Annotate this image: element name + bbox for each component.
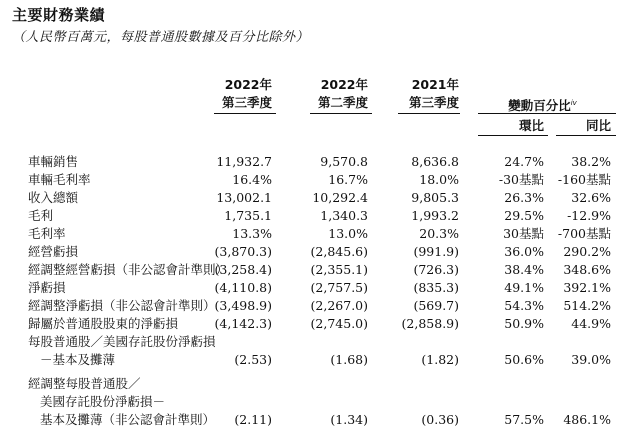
row-value-q3-2021: 8,636.8	[411, 154, 459, 169]
row-value-yoy: -700基點	[557, 226, 611, 241]
page-title: 主要財務業績	[12, 6, 106, 24]
page-subtitle: （人民幣百萬元，每股普通股數據及百分比除外）	[12, 30, 310, 45]
row-value-q3-2022: (4,110.8)	[214, 280, 272, 295]
row-label: 淨虧損	[28, 280, 66, 295]
row-value-q2-2022: 10,292.4	[312, 190, 368, 205]
table-row	[0, 171, 621, 189]
eps-value-q2-2022: (1.68)	[330, 352, 368, 367]
adj-eps-label-row-2	[0, 393, 621, 411]
row-value-q3-2021: (835.3)	[413, 280, 459, 295]
col2-year-header: 2022年	[320, 77, 368, 92]
change-footnote-marker: iv	[570, 99, 577, 107]
table-row	[0, 207, 621, 225]
col3-quarter-header: 第三季度	[408, 95, 459, 110]
row-value-qoq: 50.9%	[504, 316, 544, 331]
row-value-q2-2022: 9,570.8	[320, 154, 368, 169]
adj-eps-value-q2-2022: (1.34)	[330, 412, 368, 427]
row-value-q2-2022: (2,757.5)	[310, 280, 368, 295]
table-row	[0, 243, 621, 261]
row-value-q2-2022: 13.0%	[328, 226, 368, 241]
eps-label-row	[0, 333, 621, 351]
row-value-q3-2022: (4,142.3)	[214, 316, 272, 331]
row-value-q2-2022: (2,267.0)	[310, 298, 368, 313]
eps-value-q3-2021: (1.82)	[421, 352, 459, 367]
row-value-q3-2022: (3,870.3)	[214, 244, 272, 259]
row-label: 經調整淨虧損（非公認會計準則）	[28, 298, 216, 313]
row-value-q3-2021: (726.3)	[413, 262, 459, 277]
col1-quarter-header: 第三季度	[221, 95, 272, 110]
row-value-qoq: 29.5%	[504, 208, 544, 223]
col3-header-underline	[398, 113, 460, 114]
row-value-q3-2021: 9,805.3	[411, 190, 459, 205]
row-value-qoq: 30基點	[503, 226, 544, 241]
eps-value-yoy: 39.0%	[571, 352, 611, 367]
row-value-q3-2022: (3,258.4)	[214, 262, 272, 277]
row-value-q3-2021: 20.3%	[419, 226, 459, 241]
qoq-header: 環比	[518, 118, 544, 133]
adj-eps-label-row-1	[0, 375, 621, 393]
row-value-q3-2022: 11,932.7	[216, 154, 272, 169]
row-value-q3-2021: (2,858.9)	[401, 316, 459, 331]
adj-eps-row	[0, 411, 621, 429]
row-label: 經營虧損	[28, 244, 79, 259]
row-value-q3-2022: 13,002.1	[216, 190, 272, 205]
row-label: 經調整經營虧損（非公認會計準則）	[28, 262, 229, 277]
row-value-q3-2022: 1,735.1	[224, 208, 272, 223]
row-value-q3-2021: (569.7)	[413, 298, 459, 313]
adj-eps-label-line1: 經調整每股普通股／	[28, 376, 141, 391]
adj-eps-value-qoq: 57.5%	[504, 412, 544, 427]
row-value-yoy: 290.2%	[563, 244, 611, 259]
row-value-yoy: -160基點	[557, 172, 611, 187]
row-label: 收入總額	[28, 190, 79, 205]
table-row	[0, 315, 621, 333]
row-value-yoy: 392.1%	[563, 280, 611, 295]
table-row	[0, 153, 621, 171]
row-value-q2-2022: (2,845.6)	[310, 244, 368, 259]
row-value-qoq: 24.7%	[504, 154, 544, 169]
change-percent-title: 變動百分比	[508, 98, 571, 114]
row-label: 歸屬於普通股股東的淨虧損	[28, 316, 179, 331]
col3-year-header: 2021年	[411, 77, 459, 92]
table-row	[0, 297, 621, 315]
row-value-qoq: 54.3%	[504, 298, 544, 313]
row-label: 車輛毛利率	[28, 172, 91, 187]
eps-row	[0, 351, 621, 369]
eps-label-line2: －基本及攤薄	[40, 352, 116, 367]
col1-year-header: 2022年	[224, 77, 272, 92]
adj-eps-value-yoy: 486.1%	[563, 412, 611, 427]
row-value-yoy: -12.9%	[567, 208, 611, 223]
row-label: 車輛銷售	[28, 154, 79, 169]
adj-eps-value-q3-2021: (0.36)	[421, 412, 459, 427]
row-value-yoy: 44.9%	[571, 316, 611, 331]
table-row	[0, 189, 621, 207]
row-value-q2-2022: (2,355.1)	[310, 262, 368, 277]
eps-value-q3-2022: (2.53)	[234, 352, 272, 367]
row-value-q2-2022: (2,745.0)	[310, 316, 368, 331]
adj-eps-value-q3-2022: (2.11)	[234, 412, 272, 427]
table-row	[0, 279, 621, 297]
col2-quarter-header: 第二季度	[317, 95, 368, 110]
row-value-q3-2022: 13.3%	[232, 226, 272, 241]
table-row	[0, 225, 621, 243]
row-value-q2-2022: 16.7%	[328, 172, 368, 187]
yoy-header-underline	[556, 135, 616, 136]
row-value-q3-2022: (3,498.9)	[214, 298, 272, 313]
row-label: 毛利	[28, 208, 54, 223]
row-value-yoy: 38.2%	[571, 154, 611, 169]
yoy-header: 同比	[585, 118, 611, 133]
row-value-qoq: 26.3%	[504, 190, 544, 205]
eps-label-line1: 每股普通股／美國存託股份淨虧損	[28, 334, 216, 349]
row-label: 毛利率	[28, 226, 66, 241]
row-value-q2-2022: 1,340.3	[320, 208, 368, 223]
row-value-q3-2022: 16.4%	[232, 172, 272, 187]
col2-header-underline	[310, 113, 372, 114]
row-value-q3-2021: 18.0%	[419, 172, 459, 187]
qoq-header-underline	[478, 135, 548, 136]
row-value-q3-2021: 1,993.2	[411, 208, 459, 223]
row-value-yoy: 348.6%	[563, 262, 611, 277]
col1-header-underline	[214, 113, 276, 114]
row-value-qoq: 49.1%	[504, 280, 544, 295]
change-percent-header	[470, 94, 615, 115]
change-header-underline	[478, 113, 616, 114]
eps-value-qoq: 50.6%	[504, 352, 544, 367]
row-value-qoq: 36.0%	[504, 244, 544, 259]
table-row	[0, 261, 621, 279]
row-value-yoy: 514.2%	[563, 298, 611, 313]
row-value-qoq: 38.4%	[504, 262, 544, 277]
adj-eps-label-line3: 基本及攤薄（非公認會計準則）	[40, 412, 216, 427]
adj-eps-label-line2: 美國存託股份淨虧損－	[40, 394, 166, 409]
row-value-qoq: -30基點	[498, 172, 544, 187]
row-value-q3-2021: (991.9)	[413, 244, 459, 259]
row-value-yoy: 32.6%	[571, 190, 611, 205]
